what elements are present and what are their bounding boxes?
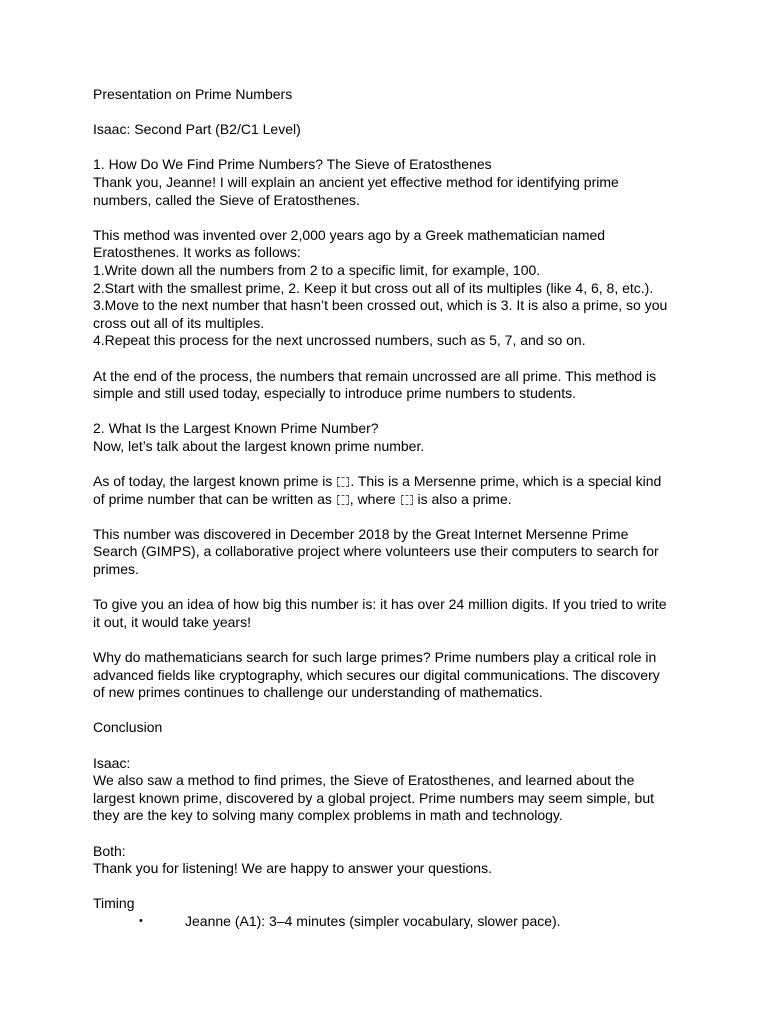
section1-end-line2: simple and still used today, especially to introduce prime numbers to students.: [93, 385, 576, 402]
largest-prime-line2: [93, 491, 683, 509]
sieve-step-1: 1.Write down all the numbers from 2 to a specific limit, for example, 100.: [93, 261, 541, 278]
isaac-line3: they are the key to solving many complex problems in math and technology.: [93, 807, 563, 824]
missing-formula-glyph: [337, 495, 349, 505]
missing-formula-glyph: [337, 477, 349, 487]
spacer: [93, 737, 683, 755]
spacer: [93, 508, 683, 526]
mersenne-text-a: of prime number that can be written as: [93, 490, 336, 507]
document-body: [93, 86, 683, 931]
spacer: [93, 878, 683, 896]
mersenne-text-b: , where: [349, 490, 400, 507]
mersenne-text-c: is also a prime.: [413, 490, 512, 507]
discovery-line2: Search (GIMPS), a collaborative project where volunteers use their computers to search for: [93, 543, 659, 560]
spacer: [93, 403, 683, 421]
section2-intro: Now, let’s talk about the largest known prime number.: [93, 437, 425, 454]
method-line1: This method was invented over 2,000 years ago by a Greek mathematician named: [93, 226, 606, 243]
largest-prime-text-b: . This is a Mersenne prime, which is a special kind: [350, 473, 662, 490]
timing-list-item: [93, 913, 683, 931]
why-line2: advanced fields like cryptography, which secures our digital communications. The discovery: [93, 666, 660, 683]
why-line3: of new primes continues to challenge our understanding of mathematics.: [93, 684, 543, 701]
document-subtitle: Isaac: Second Part (B2/C1 Level): [93, 121, 301, 138]
conclusion-heading: Conclusion: [93, 719, 163, 736]
method-line2: Eratosthenes. It works as follows:: [93, 244, 301, 261]
size-line2: it out, it would take years!: [93, 613, 251, 630]
spacer: [93, 455, 683, 473]
spacer: [93, 702, 683, 720]
sieve-step-3-line1: 3.Move to the next number that hasn’t been crossed out, which is 3. It is also a prime, so you: [93, 297, 668, 314]
section1-intro-line2: numbers, called the Sieve of Eratosthenes.: [93, 191, 360, 208]
sieve-step-4: 4.Repeat this process for the next uncrossed numbers, such as 5, 7, and so on.: [93, 332, 586, 349]
section1-end-line1: At the end of the process, the numbers that remain uncrossed are all prime. This method is: [93, 367, 657, 384]
timing-heading: Timing: [93, 895, 135, 912]
spacer: [93, 631, 683, 649]
spacer: [93, 825, 683, 843]
size-line1: To give you an idea of how big this number is: it has over 24 million digits. If you tried to write: [93, 596, 667, 613]
spacer: [93, 579, 683, 597]
section1-heading: 1. How Do We Find Prime Numbers? The Sieve of Eratosthenes: [93, 156, 492, 173]
timing-item-text: Jeanne (A1): 3–4 minutes (simpler vocabulary, slower pace).: [185, 912, 561, 929]
spacer: [93, 350, 683, 368]
largest-prime-line1: [93, 473, 683, 491]
spacer: [93, 139, 683, 157]
discovery-line3: primes.: [93, 561, 139, 578]
both-label: Both:: [93, 842, 126, 859]
isaac-label: Isaac:: [93, 754, 131, 771]
document-title: Presentation on Prime Numbers: [93, 86, 293, 102]
spacer: [93, 209, 683, 227]
missing-formula-glyph: [401, 495, 413, 505]
both-text: Thank you for listening! We are happy to answer your questions.: [93, 860, 492, 877]
sieve-step-2: 2.Start with the smallest prime, 2. Keep it but cross out all of its multiples (like 4, 6, 8, etc.).: [93, 279, 654, 296]
largest-prime-text-a: As of today, the largest known prime is: [93, 473, 337, 490]
sieve-step-3-line2: cross out all of its multiples.: [93, 314, 265, 331]
why-line1: Why do mathematicians search for such large primes? Prime numbers play a critical role in: [93, 649, 657, 665]
section2-heading: 2. What Is the Largest Known Prime Number?: [93, 420, 379, 437]
section1-intro-line1: Thank you, Jeanne! I will explain an ancient yet effective method for identifying prime: [93, 173, 619, 190]
discovery-line1: This number was discovered in December 2018 by the Great Internet Mersenne Prime: [93, 525, 629, 542]
isaac-line1: We also saw a method to find primes, the Sieve of Eratosthenes, and learned about the: [93, 772, 635, 789]
bullet-icon: •: [139, 914, 143, 927]
isaac-line2: largest known prime, discovered by a global project. Prime numbers may seem simple, but: [93, 789, 655, 806]
spacer: [93, 104, 683, 122]
